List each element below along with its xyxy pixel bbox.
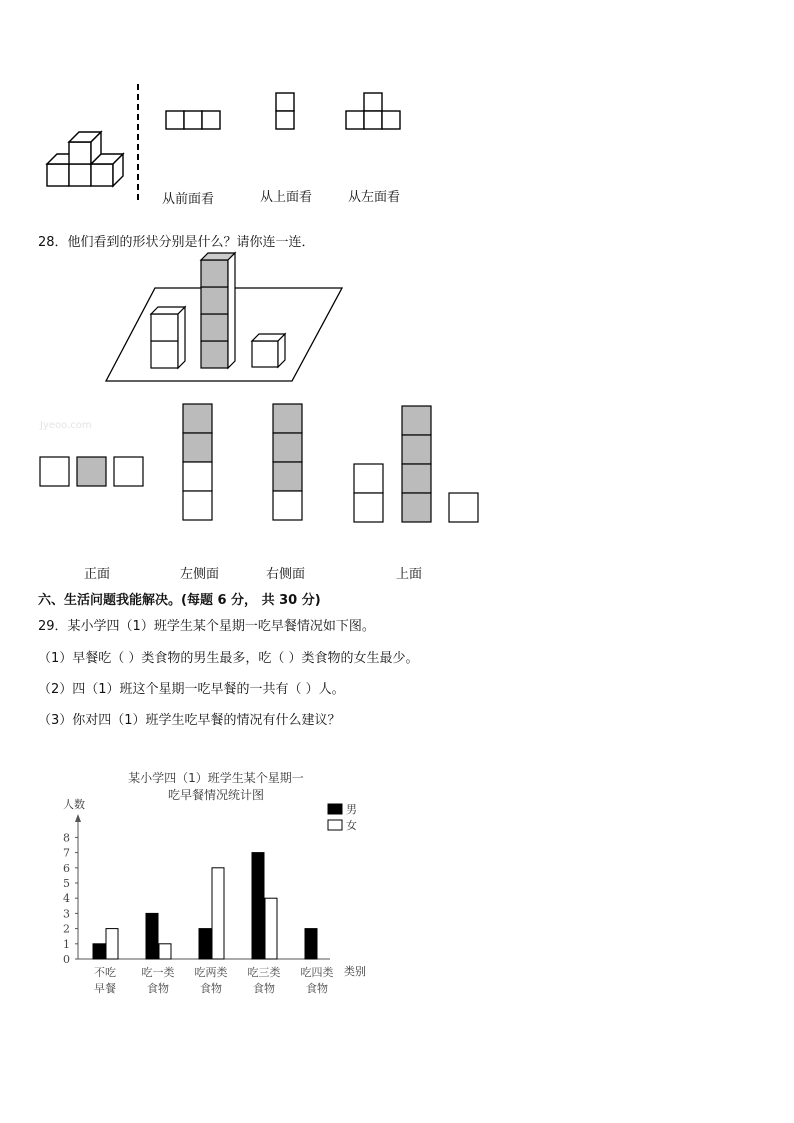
chart-title-line2: 吃早餐情况统计图 (167, 788, 265, 802)
label-left-view: 从左面看 (348, 190, 401, 205)
q29-sub3: （3）你对四（1）班学生吃早餐的情况有什么建议？ (38, 713, 341, 728)
bar-female (159, 944, 171, 959)
q29-sub1: （1）早餐吃（ ）类食物的男生最多，吃（ ）类食物的女生最少。 (38, 651, 419, 666)
x-tick-label: 食物 (200, 982, 222, 995)
x-tick-label: 早餐 (94, 982, 116, 995)
y-tick-label: 2 (63, 922, 70, 936)
q28-text: 28．他们看到的形状分别是什么？请你连一连． (38, 235, 315, 250)
bar-female (106, 929, 118, 959)
legend-label: 女 (346, 819, 357, 832)
label-top-view: 从上面看 (260, 190, 313, 205)
y-tick-label: 7 (63, 846, 70, 860)
chart-title-line1: 某小学四（1）班学生某个星期一 (128, 771, 304, 785)
label-left-side: 左侧面 (180, 567, 220, 582)
x-tick-label: 食物 (253, 982, 275, 995)
bar-male (146, 913, 158, 959)
label-front: 正面 (84, 567, 111, 582)
y-tick-label: 8 (63, 831, 70, 845)
y-tick-label: 3 (63, 907, 70, 921)
x-tick-label: 吃四类 (300, 966, 334, 979)
x-tick-label: 食物 (147, 982, 169, 995)
x-tick-label: 食物 (306, 982, 328, 995)
y-tick-label: 5 (63, 877, 70, 890)
bar-male (199, 929, 211, 959)
bar-female (265, 898, 277, 959)
q29-text: 29．某小学四（1）班学生某个星期一吃早餐情况如下图。 (38, 619, 375, 634)
watermark-text: Jyeoo.com (40, 420, 92, 431)
x-tick-label: 不吃 (94, 966, 116, 979)
bar-male (93, 944, 105, 959)
legend-label: 男 (346, 803, 357, 816)
section6-title: 六、生活问题我能解决。(每题 6 分， 共 30 分) (38, 593, 321, 608)
bar-female (212, 868, 224, 959)
y-tick-label: 0 (63, 953, 70, 966)
legend-swatch (328, 804, 342, 814)
legend-swatch (328, 820, 342, 830)
bar-male (305, 929, 317, 959)
x-tick-label: 吃一类 (141, 966, 175, 979)
x-axis-label: 类别 (344, 965, 366, 978)
y-tick-label: 6 (63, 861, 70, 875)
y-tick-label: 4 (63, 892, 70, 906)
bar-male (252, 853, 264, 959)
x-tick-label: 吃三类 (247, 966, 281, 979)
y-tick-label: 1 (63, 937, 70, 951)
q29-sub2: （2）四（1）班这个星期一吃早餐的一共有（ ）人。 (38, 682, 345, 697)
label-right-side: 右侧面 (266, 567, 306, 582)
y-axis-label: 人数 (63, 798, 85, 811)
x-tick-label: 吃两类 (194, 966, 228, 979)
label-front-view: 从前面看 (162, 192, 215, 207)
label-top: 上面 (396, 567, 423, 582)
y-axis-arrow (75, 814, 81, 822)
